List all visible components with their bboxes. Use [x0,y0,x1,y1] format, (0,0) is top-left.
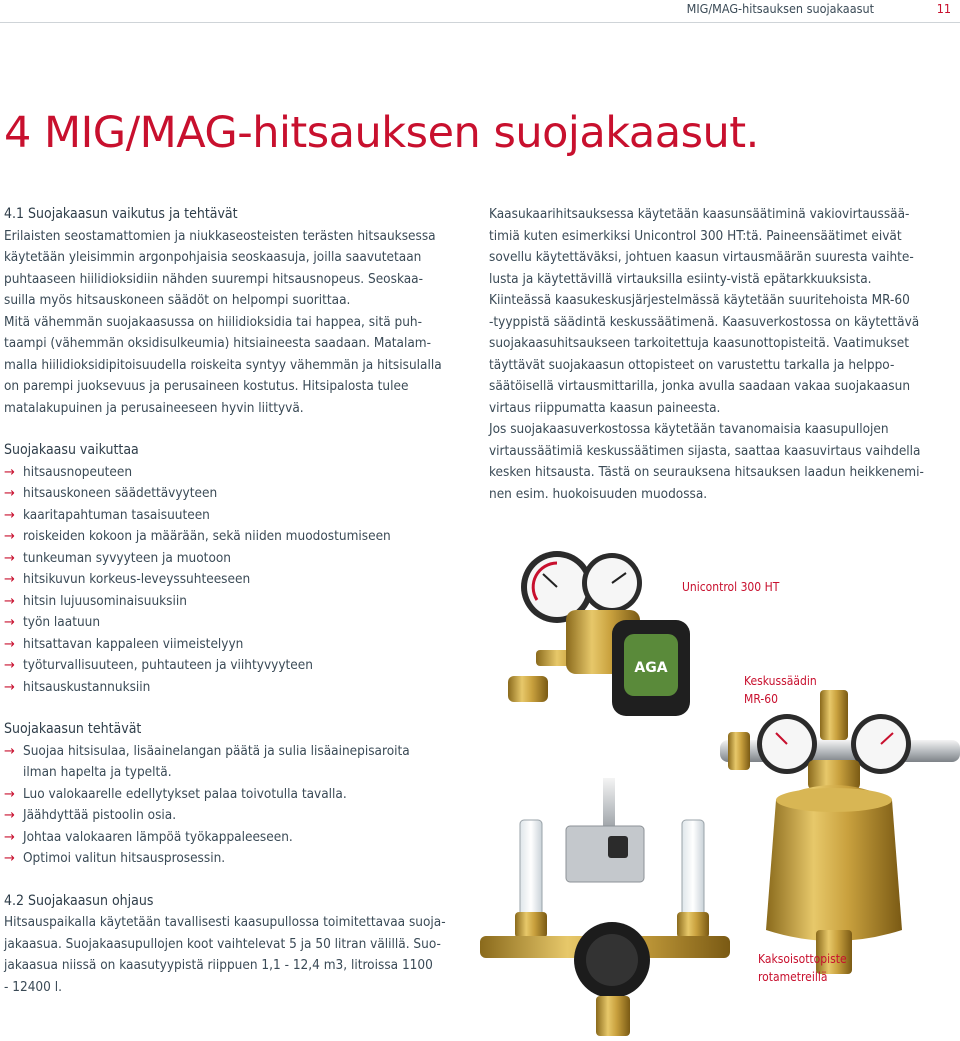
body-line: suojakaasuhitsaukseen tarkoitettuja kaasunottopisteitä. Vaatimukset [489,335,909,351]
running-title: MIG/MAG-hitsauksen suojakaasut [686,1,874,16]
list-item: → Jäähdyttää pistoolin osia. [4,805,466,827]
section-4-2-heading: 4.2 Suojakaasun ohjaus [4,892,154,909]
product-illustration [476,545,960,1041]
arrow-right-icon: → [4,550,15,566]
arrow-right-icon: → [4,572,15,587]
right-column [489,204,949,505]
list-item: → kaaritapahtuman tasaisuuteen [4,505,466,527]
arrow-right-icon: → [4,808,15,823]
arrow-right-icon: → [4,507,15,523]
label-double-outlet-title: Kaksoisottopiste [758,952,847,966]
body-line: malla hiilidioksidipitoisuudella roiskeita syntyy vähemmän ja hitsisulalla [4,356,442,373]
page-header [0,0,960,22]
body-line: säätöisellä virtausmittarilla, jonka avulla saadaan vakaa suojakaasun [489,378,911,394]
arrow-right-icon: → [4,743,15,759]
body-line: matalakupuinen ja perusaineeseen hyvin liittyvä. [4,399,304,416]
body-line: timiä kuten esimerkiksi Unicontrol 300 HT:tä. Paineensäätimet eivät [489,227,902,244]
body-line: - 12400 l. [4,978,62,995]
aga-logo: AGA [634,660,668,676]
label-mr60-model: MR-60 [744,692,778,706]
body-line: puhtaaseen hiilidioksidiin nähden suurempi hitsausnopeus. Seoskaa- [4,270,424,287]
list-item: → hitsausnopeuteen [4,462,466,484]
list-item: → hitsikuvun korkeus-leveyssuhteeseen [4,569,466,591]
section-4-2-body [4,912,466,998]
chapter-title: 4 MIG/MAG-hitsauksen suojakaasut. [4,108,759,158]
arrow-right-icon: → [4,486,15,501]
label-unicontrol: Unicontrol 300 HT [682,580,780,594]
left-column [4,204,466,998]
arrow-right-icon: → [4,786,15,802]
body-line: jakaasua. Suojakaasupullojen koot vaihtelevat 5 ja 50 litran välillä. Suo- [4,935,441,952]
unicontrol-regulator-image [508,551,690,716]
body-line: suilla myös hitsauskoneen säädöt on helpompi suorittaa. [4,292,351,308]
body-line: Kiinteässä kaasukeskusjärjestelmässä käytetään suuritehoista MR-60 [489,292,910,308]
tasks-list [4,741,466,870]
body-line: virtaussäätimiä keskussäätimen sijasta, saattaa kaasuvirtaus vaihdella [489,442,921,459]
arrow-right-icon: → [4,593,15,609]
affects-heading: Suojakaasu vaikuttaa [4,442,139,458]
list-item: → hitsin lujuusominaisuuksiin [4,591,466,613]
label-double-outlet-subtitle: rotametreillä [758,970,828,984]
arrow-right-icon: → [4,464,15,480]
list-item: → tunkeuman syvyyteen ja muotoon [4,548,466,570]
body-line: Mitä vähemmän suojakaasussa on hiilidioksidia tai happea, sitä puh- [4,313,423,330]
arrow-right-icon: → [4,679,15,695]
tasks-heading: Suojakaasun tehtävät [4,721,142,737]
affects-list [4,462,466,699]
body-line: käytetään yleisimmin argonpohjaisia seoskaasuja, joilla saavutetaan [4,249,422,265]
arrow-right-icon: → [4,615,15,630]
body-line: Jos suojakaasuverkostossa käytetään tavanomaisia kaasupullojen [489,421,889,437]
body-line: Kaasukaarihitsauksessa käytetään kaasunsäätiminä vakiovirtaussää- [489,206,910,222]
list-item: → työn laatuun [4,612,466,634]
body-line: -tyyppistä säädintä keskussäätimenä. Kaasuverkostossa on käytettävä [489,313,920,330]
list-item: → hitsauskustannuksiin [4,677,466,699]
arrow-right-icon: → [4,851,15,866]
body-line: täyttävät suojakaasun ottopisteet on varustettu tarkalla ja helppo- [489,356,895,373]
list-item: → työturvallisuuteen, puhtauteen ja viihtyvyyteen [4,655,466,677]
body-line: taampi (vähemmän oksidisulkeumia) hitsiaineesta saadaan. Matalam- [4,335,432,351]
body-line: nen esim. huokoisuuden muodossa. [489,485,708,502]
section-4-1-heading: 4.1 Suojakaasun vaikutus ja tehtävät [4,206,238,222]
list-item: → hitsattavan kappaleen viimeistelyyn [4,634,466,656]
double-outlet-rotameters-image [480,778,730,1036]
body-line: sovellu käytettäväksi, johtuen kaasun virtausmäärän suuresta vaihte- [489,249,914,265]
list-item: → Johtaa valokaaren lämpöä työkappaleeseen. [4,827,466,849]
arrow-right-icon: → [4,658,15,673]
body-line: kesken hitsausta. Tästä on seurauksena hitsauksen laadun heikkenemi- [489,464,924,480]
body-line: Erilaisten seostamattomien ja niukkaseosteisten terästen hitsauksessa [4,227,436,244]
body-line: on parempi juoksevuus ja perusaineen kostutus. Hitsipalosta tulee [4,378,409,394]
body-line: jakaasua niissä on kaasutyypistä riippuen 1,1 - 12,4 m3, litroissa 1100 [4,957,433,973]
header-divider [0,22,960,23]
body-line: Hitsauspaikalla käytetään tavallisesti kaasupullossa toimitettavaa suoja- [4,914,446,930]
mr60-regulator-image [720,690,960,974]
arrow-right-icon: → [4,529,15,544]
body-line: virtaus riippumatta kaasun paineesta. [489,399,721,416]
list-item: → hitsauskoneen säädettävyyteen [4,483,466,505]
list-item: → roiskeiden kokoon ja määrään, sekä niiden muodostumiseen [4,526,466,548]
body-line: lusta ja käytettävillä virtauksilla esiinty-vistä epätarkkuuksista. [489,270,872,287]
arrow-right-icon: → [4,829,15,845]
list-item: → Suojaa hitsisulaa, lisäainelangan päätä ja sulia lisäainepisaroita ilman hapelta ja typeltä. [4,742,410,780]
page-number: 11 [936,1,951,16]
section-4-1-body [4,226,466,420]
label-mr60-title: Keskussäädin [744,674,817,688]
list-item: → Optimoi valitun hitsausprosessin. [4,848,466,870]
arrow-right-icon: → [4,636,15,652]
list-item: → Luo valokaarelle edellytykset palaa toivotulla tavalla. [4,784,466,806]
